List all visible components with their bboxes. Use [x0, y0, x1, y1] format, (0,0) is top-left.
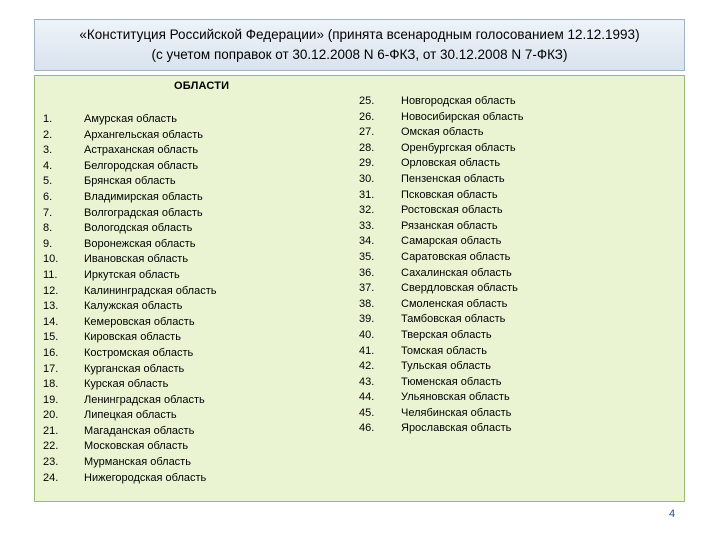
- region-list-item: [43, 128, 343, 144]
- region-number: 27.: [359, 126, 375, 139]
- region-name: Астраханская область: [84, 144, 199, 157]
- title-line-1: «Конституция Российской Федерации» (принята всенародным голосованием 12.12.1993): [79, 27, 640, 42]
- region-list-item: [359, 375, 679, 391]
- region-name: Пензенская область: [401, 172, 505, 185]
- region-name: Нижегородская область: [84, 471, 207, 484]
- region-name: Вологодская область: [84, 222, 193, 235]
- region-number: 2.: [43, 128, 53, 141]
- region-name: Новгородская область: [401, 95, 516, 107]
- region-number: 16.: [43, 346, 59, 359]
- region-name: Кировская область: [84, 331, 181, 344]
- region-list-item: [43, 330, 343, 346]
- region-list-item: [359, 344, 679, 360]
- region-name: Тверская область: [401, 328, 492, 341]
- region-name: Тульская область: [401, 360, 491, 373]
- region-name: Самарская область: [401, 235, 502, 248]
- region-name: Брянская область: [84, 175, 176, 188]
- region-number: 9.: [43, 237, 53, 250]
- region-list-item: [43, 159, 343, 175]
- page-number: 4: [669, 508, 676, 520]
- region-name: Кемеровская область: [84, 315, 195, 328]
- region-name: Омская область: [401, 126, 484, 139]
- region-number: 23.: [43, 456, 59, 469]
- region-list-item: [43, 315, 343, 331]
- region-list-item: [359, 328, 679, 344]
- region-number: 33.: [359, 219, 375, 232]
- region-list-item: [43, 252, 343, 268]
- region-number: 18.: [43, 378, 59, 391]
- region-list-item: [43, 221, 343, 237]
- title-line-2: (с учетом поправок от 30.12.2008 N 6-ФКЗ, от 30.12.2008 N 7-ФКЗ): [151, 47, 568, 62]
- slide-title-box: [34, 19, 685, 71]
- region-name: Свердловская область: [401, 282, 518, 295]
- region-list-item: [359, 219, 679, 235]
- region-list-item: [359, 406, 679, 422]
- region-name: Челябинская область: [401, 406, 512, 419]
- region-list-item: [359, 234, 679, 250]
- region-name: Белгородская область: [84, 159, 199, 172]
- region-name: Костромская область: [84, 346, 194, 359]
- region-list-item: [43, 362, 343, 378]
- region-list-item: [43, 393, 343, 409]
- region-list-item: [43, 455, 343, 471]
- region-number: 26.: [359, 110, 375, 123]
- region-list-item: [359, 110, 679, 126]
- region-list-item: [359, 141, 679, 157]
- region-name: Ленинградская область: [84, 393, 205, 406]
- region-name: Новосибирская область: [401, 110, 524, 123]
- region-list-item: [43, 424, 343, 440]
- region-number: 19.: [43, 393, 59, 406]
- region-list-item: [359, 421, 679, 437]
- region-number: 11.: [43, 268, 58, 281]
- region-name: Мурманская область: [84, 456, 191, 469]
- region-number: 34.: [359, 235, 375, 248]
- region-name: Смоленская область: [401, 297, 508, 310]
- region-list-item: [43, 206, 343, 222]
- region-number: 42.: [359, 360, 375, 373]
- region-name: Саратовская область: [401, 250, 511, 263]
- region-name: Курганская область: [84, 362, 185, 375]
- region-list-item: [359, 312, 679, 328]
- region-number: 22.: [43, 440, 59, 453]
- region-number: 20.: [43, 409, 59, 422]
- region-name: Ульяновская область: [401, 391, 510, 404]
- region-number: 38.: [359, 297, 375, 310]
- region-name: Тамбовская область: [401, 313, 506, 326]
- region-name: Сахалинская область: [401, 266, 512, 279]
- region-number: 41.: [359, 344, 375, 357]
- region-number: 5.: [43, 175, 53, 188]
- region-number: 43.: [359, 375, 375, 388]
- region-name: Московская область: [84, 440, 189, 453]
- region-number: 13.: [43, 300, 59, 313]
- region-number: 39.: [359, 313, 375, 326]
- region-list-item: [359, 156, 679, 172]
- region-list-item: [43, 284, 343, 300]
- region-name: Владимирская область: [84, 190, 203, 203]
- region-name: Калининградская область: [84, 284, 217, 297]
- region-list-item: [43, 439, 343, 455]
- region-list-item: [359, 266, 679, 282]
- region-list-item: [43, 237, 343, 253]
- region-name: Орловская область: [401, 157, 501, 170]
- section-title: ОБЛАСТИ: [174, 80, 230, 92]
- region-list-item: [359, 281, 679, 297]
- region-number: 3.: [43, 144, 53, 157]
- region-name: Рязанская область: [401, 219, 498, 232]
- region-name: Псковская область: [401, 188, 498, 201]
- region-name: Иркутская область: [84, 268, 180, 281]
- region-number: 7.: [43, 206, 53, 219]
- region-list-item: [43, 143, 343, 159]
- region-list-item: [359, 390, 679, 406]
- region-number: 28.: [359, 141, 375, 154]
- region-name: Томская область: [401, 344, 487, 357]
- region-list-item: [43, 190, 343, 206]
- region-number: 30.: [359, 172, 375, 185]
- region-list-item: [43, 346, 343, 362]
- region-number: 21.: [43, 424, 59, 437]
- region-number: 45.: [359, 406, 375, 419]
- region-name: Архангельская область: [84, 128, 203, 141]
- region-name: Калужская область: [84, 300, 183, 313]
- region-list-item: [359, 188, 679, 204]
- region-list-item: [359, 94, 679, 110]
- region-name: Ярославская область: [401, 422, 512, 435]
- region-list-item: [43, 377, 343, 393]
- region-list-item: [359, 125, 679, 141]
- region-name: Липецкая область: [84, 409, 177, 422]
- region-list-item: [359, 172, 679, 188]
- region-name: Ростовская область: [401, 204, 503, 217]
- region-number: 46.: [359, 422, 375, 435]
- region-number: 17.: [43, 362, 59, 375]
- region-list-item: [359, 203, 679, 219]
- regions-list-right: [359, 94, 679, 437]
- region-number: 37.: [359, 282, 375, 295]
- region-number: 29.: [359, 157, 375, 170]
- region-number: 1.: [43, 113, 53, 125]
- region-list-item: [43, 408, 343, 424]
- region-number: 14.: [43, 315, 59, 328]
- region-number: 4.: [43, 159, 53, 172]
- regions-list-left: [43, 112, 343, 486]
- region-list-item: [43, 112, 343, 128]
- region-list-item: [359, 359, 679, 375]
- region-list-item: [43, 299, 343, 315]
- region-list-item: [43, 268, 343, 284]
- region-name: Воронежская область: [84, 237, 196, 250]
- region-name: Оренбургская область: [401, 141, 516, 154]
- region-number: 24.: [43, 471, 59, 484]
- region-number: 32.: [359, 204, 375, 217]
- region-number: 35.: [359, 250, 375, 263]
- region-number: 25.: [359, 95, 375, 107]
- region-number: 6.: [43, 190, 53, 203]
- region-list-item: [43, 471, 343, 487]
- region-number: 12.: [43, 284, 59, 297]
- region-number: 40.: [359, 328, 375, 341]
- region-name: Курская область: [84, 378, 169, 391]
- region-name: Волгоградская область: [84, 206, 203, 219]
- region-list-item: [359, 250, 679, 266]
- region-name: Ивановская область: [84, 253, 189, 266]
- region-list-item: [43, 174, 343, 190]
- region-name: Тюменская область: [401, 375, 502, 388]
- region-name: Амурская область: [84, 113, 177, 125]
- region-number: 15.: [43, 331, 59, 344]
- region-name: Магаданская область: [84, 424, 195, 437]
- region-number: 31.: [359, 188, 375, 201]
- region-number: 10.: [43, 253, 59, 266]
- region-number: 8.: [43, 222, 53, 235]
- region-number: 44.: [359, 391, 375, 404]
- region-number: 36.: [359, 266, 375, 279]
- region-list-item: [359, 297, 679, 313]
